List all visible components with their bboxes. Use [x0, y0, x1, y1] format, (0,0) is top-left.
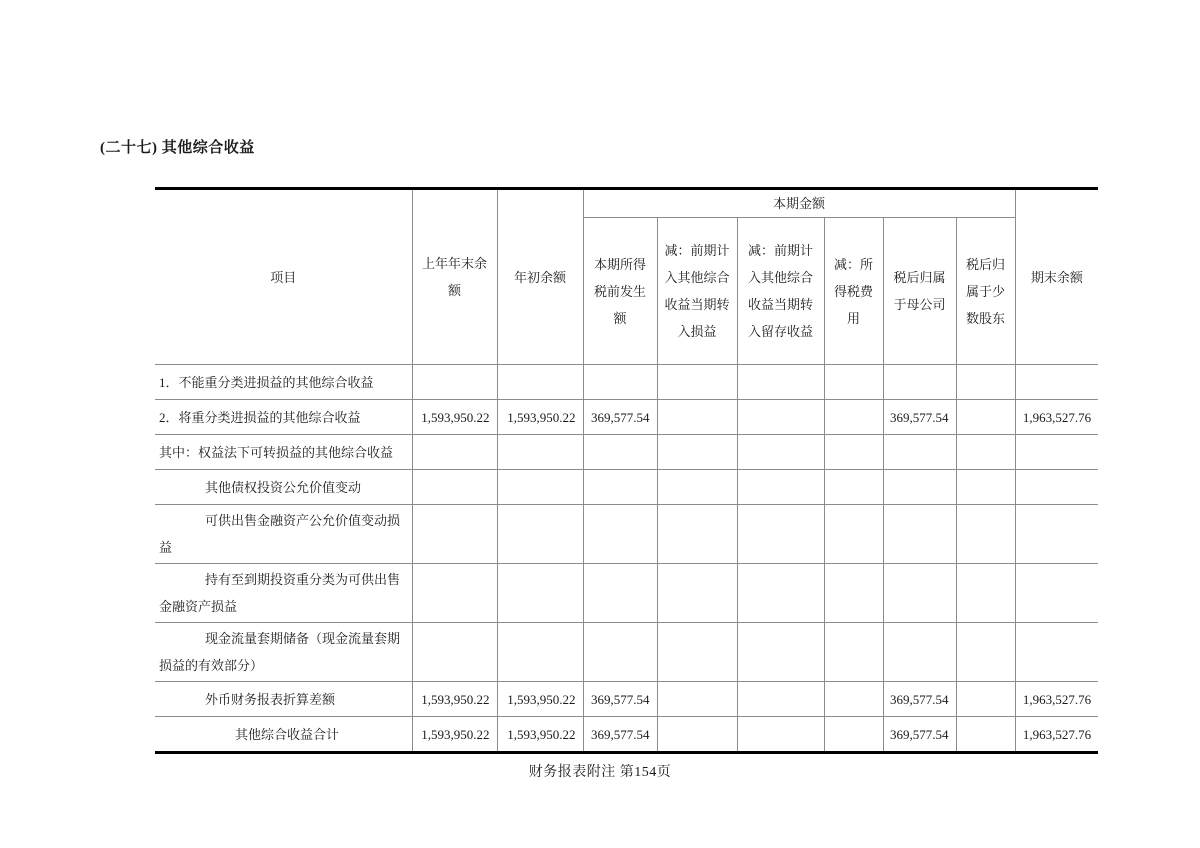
value-cell: 369,577.54	[583, 717, 657, 753]
value-cell	[956, 470, 1015, 505]
value-cell	[883, 435, 956, 470]
table-row	[155, 505, 1098, 564]
value-cell	[956, 505, 1015, 564]
value-cell	[657, 682, 737, 717]
value-cell: 369,577.54	[583, 682, 657, 717]
value-cell	[956, 365, 1015, 400]
table-row	[155, 435, 1098, 470]
item-cell: 现金流量套期储备（现金流量套期损益的有效部分）	[155, 623, 412, 682]
value-cell	[737, 470, 824, 505]
value-cell	[1015, 564, 1098, 623]
value-cell	[412, 365, 497, 400]
value-cell	[737, 682, 824, 717]
table-header	[155, 189, 1098, 365]
value-cell	[824, 717, 883, 753]
item-cell: 其他债权投资公允价值变动	[155, 470, 412, 505]
value-cell	[497, 564, 583, 623]
item-cell: 1．不能重分类进损益的其他综合收益	[155, 365, 412, 400]
value-cell	[583, 623, 657, 682]
table-row	[155, 717, 1098, 753]
value-cell	[1015, 505, 1098, 564]
value-cell	[1015, 470, 1098, 505]
value-cell	[412, 470, 497, 505]
value-cell	[583, 435, 657, 470]
value-cell	[956, 564, 1015, 623]
value-cell	[583, 564, 657, 623]
col-header-less-transfer-to-retained: 减：前期计入其他综合收益当期转入留存收益	[737, 218, 824, 365]
col-header-after-tax-parent: 税后归属于母公司	[883, 218, 956, 365]
value-cell	[956, 623, 1015, 682]
table-row	[155, 400, 1098, 435]
value-cell	[583, 470, 657, 505]
col-header-less-transfer-to-pl: 减：前期计入其他综合收益当期转入损益	[657, 218, 737, 365]
value-cell	[657, 564, 737, 623]
value-cell	[956, 400, 1015, 435]
value-cell: 1,963,527.76	[1015, 400, 1098, 435]
item-cell: 其他综合收益合计	[155, 717, 412, 753]
col-header-pretax-amount: 本期所得税前发生额	[583, 218, 657, 365]
value-cell	[883, 365, 956, 400]
value-cell	[497, 470, 583, 505]
value-cell	[1015, 365, 1098, 400]
value-cell	[657, 505, 737, 564]
value-cell	[737, 435, 824, 470]
value-cell	[883, 623, 956, 682]
col-header-period-end: 期末余额	[1015, 189, 1098, 365]
table-body	[155, 365, 1098, 753]
value-cell	[883, 470, 956, 505]
value-cell	[737, 623, 824, 682]
value-cell: 1,963,527.76	[1015, 717, 1098, 753]
section-title: (二十七) 其他综合收益	[100, 140, 255, 156]
value-cell	[412, 505, 497, 564]
value-cell	[497, 623, 583, 682]
item-cell: 持有至到期投资重分类为可供出售金融资产损益	[155, 564, 412, 623]
value-cell	[657, 435, 737, 470]
col-header-less-income-tax: 减：所得税费用	[824, 218, 883, 365]
value-cell	[883, 505, 956, 564]
value-cell	[1015, 623, 1098, 682]
value-cell	[497, 435, 583, 470]
value-cell	[824, 682, 883, 717]
value-cell	[412, 623, 497, 682]
value-cell	[956, 435, 1015, 470]
value-cell	[824, 435, 883, 470]
value-cell: 369,577.54	[583, 400, 657, 435]
value-cell	[657, 717, 737, 753]
value-cell	[412, 435, 497, 470]
table-row	[155, 682, 1098, 717]
value-cell	[583, 365, 657, 400]
value-cell: 369,577.54	[883, 717, 956, 753]
value-cell	[497, 365, 583, 400]
table-row	[155, 623, 1098, 682]
value-cell: 1,593,950.22	[412, 682, 497, 717]
table-row	[155, 470, 1098, 505]
table-row	[155, 564, 1098, 623]
value-cell	[824, 365, 883, 400]
value-cell	[956, 682, 1015, 717]
value-cell	[824, 400, 883, 435]
item-cell: 2．将重分类进损益的其他综合收益	[155, 400, 412, 435]
value-cell	[497, 505, 583, 564]
value-cell: 1,593,950.22	[497, 682, 583, 717]
col-header-year-begin: 年初余额	[497, 189, 583, 365]
value-cell: 369,577.54	[883, 400, 956, 435]
value-cell: 1,593,950.22	[412, 400, 497, 435]
value-cell	[1015, 435, 1098, 470]
page-footer: 财务报表附注 第154页	[528, 765, 672, 780]
value-cell	[737, 717, 824, 753]
col-header-item: 项目	[155, 189, 412, 365]
value-cell	[657, 365, 737, 400]
value-cell	[737, 400, 824, 435]
value-cell	[824, 564, 883, 623]
value-cell: 1,593,950.22	[497, 717, 583, 753]
value-cell	[657, 470, 737, 505]
value-cell	[737, 365, 824, 400]
value-cell	[737, 505, 824, 564]
value-cell	[824, 470, 883, 505]
value-cell	[824, 623, 883, 682]
item-cell: 外币财务报表折算差额	[155, 682, 412, 717]
value-cell	[737, 564, 824, 623]
value-cell	[412, 564, 497, 623]
item-cell: 可供出售金融资产公允价值变动损益	[155, 505, 412, 564]
value-cell: 1,593,950.22	[497, 400, 583, 435]
value-cell: 369,577.54	[883, 682, 956, 717]
value-cell	[956, 717, 1015, 753]
header-group-row	[155, 189, 1098, 218]
col-header-prev-year-end: 上年年末余额	[412, 189, 497, 365]
value-cell: 1,963,527.76	[1015, 682, 1098, 717]
value-cell	[883, 564, 956, 623]
value-cell	[583, 505, 657, 564]
col-header-current-period-group: 本期金额	[583, 189, 1015, 218]
value-cell	[824, 505, 883, 564]
value-cell	[657, 623, 737, 682]
value-cell: 1,593,950.22	[412, 717, 497, 753]
item-cell: 其中：权益法下可转损益的其他综合收益	[155, 435, 412, 470]
other-comprehensive-income-table	[155, 187, 1098, 754]
col-header-after-tax-minority: 税后归属于少数股东	[956, 218, 1015, 365]
value-cell	[657, 400, 737, 435]
table-row	[155, 365, 1098, 400]
